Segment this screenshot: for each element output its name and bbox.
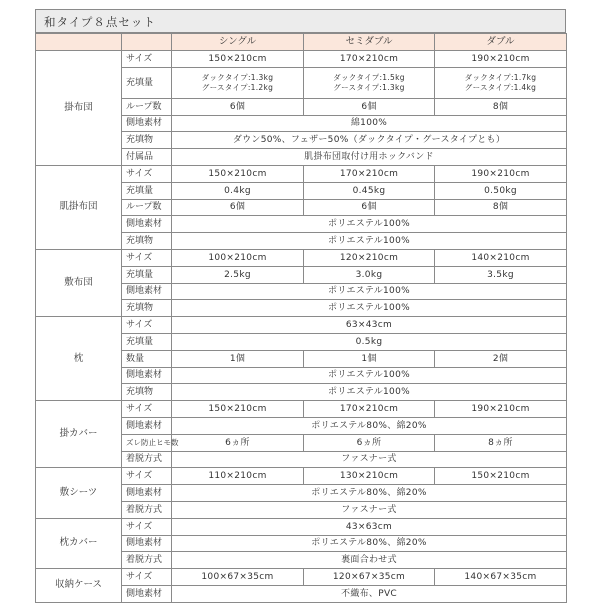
value-cell: ポリエステル100% [172,300,567,317]
value-cell: 3.5kg [435,266,567,283]
group-label: 収納ケース [36,569,122,603]
value-cell: 6個 [172,98,304,115]
value-cell: 6ヵ所 [172,434,304,451]
value-cell: 190×210cm [435,165,567,182]
value-cell: ポリエステル100% [172,216,567,233]
value-cell: 1個 [304,350,435,367]
header-corner [36,34,122,51]
attribute-label: サイズ [122,51,172,68]
value-cell: ポリエステル100% [172,367,567,384]
value-cell: ポリエステル100% [172,283,567,300]
attribute-label: 付属品 [122,149,172,166]
value-cell: 120×210cm [304,249,435,266]
header-row [36,34,567,51]
table-row [36,401,567,418]
attribute-label: 側地素材 [122,367,172,384]
value-cell: 8個 [435,199,567,216]
group-label: 掛布団 [36,51,122,166]
value-cell: ポリエステル80%、綿20% [172,535,567,552]
value-cell: 190×210cm [435,401,567,418]
value-cell: 63×43cm [172,317,567,334]
value-cell: 裏面合わせ式 [172,552,567,569]
table-row [36,249,567,266]
value-cell: 170×210cm [304,401,435,418]
attribute-label: 充填物 [122,300,172,317]
attribute-label: サイズ [122,518,172,535]
value-cell: ポリエステル80%、綿20% [172,417,567,434]
spec-table [35,33,567,603]
value-cell: 140×67×35cm [435,569,567,586]
value-cell: 8ヵ所 [435,434,567,451]
attribute-label: サイズ [122,249,172,266]
group-label: 掛カバー [36,401,122,468]
value-cell: 170×210cm [304,165,435,182]
value-cell: ポリエステル100% [172,384,567,401]
value-cell: ポリエステル100% [172,233,567,250]
value-cell: 0.5kg [172,333,567,350]
group-label: 枕カバー [36,518,122,568]
value-cell: 150×210cm [435,468,567,485]
value-cell: ダウン50%、フェザー50%（ダックタイプ・グースタイプとも） [172,132,567,149]
value-cell: 43×63cm [172,518,567,535]
spec-sheet [35,9,566,603]
attribute-label: サイズ [122,317,172,334]
value-cell: 2個 [435,350,567,367]
value-cell: 110×210cm [172,468,304,485]
value-cell: 6個 [304,199,435,216]
value-cell: 100×210cm [172,249,304,266]
attribute-label: 着脱方式 [122,451,172,468]
value-cell: 150×210cm [172,51,304,68]
attribute-label: 側地素材 [122,115,172,132]
value-cell: 130×210cm [304,468,435,485]
table-row [36,317,567,334]
attribute-label: ループ数 [122,98,172,115]
value-cell: 2.5kg [172,266,304,283]
attribute-label: 充填物 [122,132,172,149]
column-header: セミダブル [304,34,435,51]
value-cell: ダックタイプ:1.5kg グースタイプ:1.3kg [304,67,435,98]
header-attr [122,34,172,51]
value-cell: 140×210cm [435,249,567,266]
attribute-label: 充填量 [122,67,172,98]
value-cell: 0.4kg [172,182,304,199]
group-label: 敷シーツ [36,468,122,518]
value-cell: 1個 [172,350,304,367]
attribute-label: 充填物 [122,233,172,250]
group-label: 肌掛布団 [36,165,122,249]
table-row [36,165,567,182]
column-header: ダブル [435,34,567,51]
value-cell: 綿100% [172,115,567,132]
value-cell: 不織布、PVC [172,585,567,602]
value-cell: 6ヵ所 [304,434,435,451]
sheet-title: 和タイプ８点セット [35,9,566,33]
value-cell: 100×67×35cm [172,569,304,586]
value-cell: 150×210cm [172,165,304,182]
attribute-label: ループ数 [122,199,172,216]
column-header: シングル [172,34,304,51]
table-row [36,518,567,535]
attribute-label: 側地素材 [122,585,172,602]
table-row [36,569,567,586]
attribute-label: 充填物 [122,384,172,401]
attribute-label: サイズ [122,569,172,586]
attribute-label: 側地素材 [122,485,172,502]
value-cell: 190×210cm [435,51,567,68]
attribute-label: サイズ [122,468,172,485]
value-cell: 120×67×35cm [304,569,435,586]
attribute-label: 充填量 [122,333,172,350]
group-label: 枕 [36,317,122,401]
value-cell: 6個 [304,98,435,115]
attribute-label: 側地素材 [122,535,172,552]
group-label: 敷布団 [36,249,122,316]
attribute-label: サイズ [122,401,172,418]
attribute-label: 充填量 [122,266,172,283]
attribute-label: ズレ防止ヒモ数 [122,434,172,451]
value-cell: ファスナー式 [172,501,567,518]
value-cell: ファスナー式 [172,451,567,468]
attribute-label: 側地素材 [122,417,172,434]
value-cell: 170×210cm [304,51,435,68]
attribute-label: 数量 [122,350,172,367]
attribute-label: 充填量 [122,182,172,199]
value-cell: 0.45kg [304,182,435,199]
value-cell: 肌掛布団取付け用ホックバンド [172,149,567,166]
value-cell: 3.0kg [304,266,435,283]
table-row [36,51,567,68]
value-cell: 0.50kg [435,182,567,199]
attribute-label: 着脱方式 [122,501,172,518]
value-cell: 8個 [435,98,567,115]
attribute-label: サイズ [122,165,172,182]
attribute-label: 側地素材 [122,283,172,300]
value-cell: ダックタイプ:1.3kg グースタイプ:1.2kg [172,67,304,98]
attribute-label: 側地素材 [122,216,172,233]
value-cell: ダックタイプ:1.7kg グースタイプ:1.4kg [435,67,567,98]
value-cell: 150×210cm [172,401,304,418]
table-row [36,468,567,485]
value-cell: 6個 [172,199,304,216]
value-cell: ポリエステル80%、綿20% [172,485,567,502]
attribute-label: 着脱方式 [122,552,172,569]
